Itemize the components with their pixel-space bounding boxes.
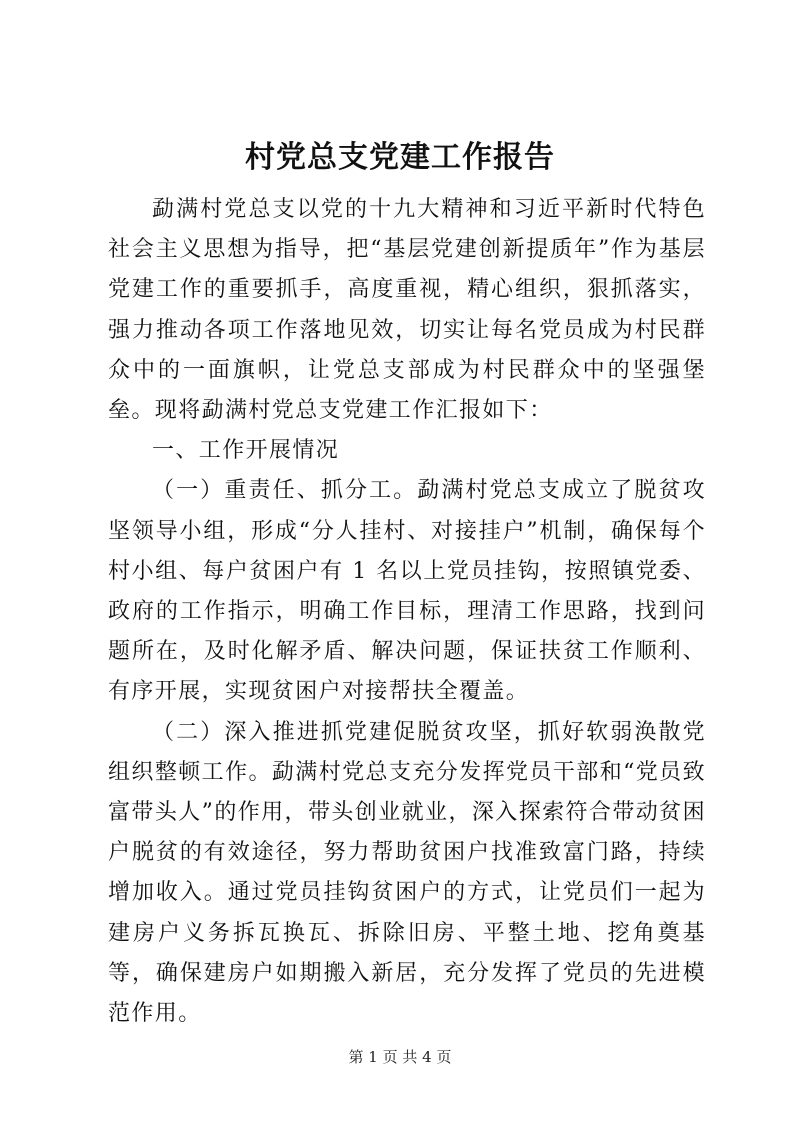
intro-paragraph: 勐满村党总支以党的十九大精神和习近平新时代特色社会主义思想为指导，把“基层党建创新提质年”作为基层党建工作的重要抓手，高度重视，精心组织，狠抓落实，强力推动各项工作落地见效，切实让每名党员成为村民群众中的一面旗帜，让党总支部成为村民群众中的坚强堡垒。现将勐满村党总支党建工作汇报如下：: [108, 197, 706, 424]
section-heading: 一、工作开展情况: [152, 438, 340, 464]
section-1-paragraph: （一）重责任、抓分工。勐满村党总支成立了脱贫攻坚领导小组，形成“分人挂村、对接挂户”机制，确保每个村小组、每户贫困户有 1 名以上党员挂钩，按照镇党委、政府的工作指示，明确工作目标，理清工作思路，找到问题所在，及时化解矛盾、解决问题，保证扶贫工作顺利、有序开展，实现贫困户对接帮扶全覆盖。: [108, 478, 706, 705]
page-number-footer: 第 1 页 共 4 页: [348, 1048, 452, 1066]
document-title: 村党总支党建工作报告: [245, 140, 555, 175]
document-body: [108, 190, 706, 1034]
section-2-paragraph: （二）深入推进抓党建促脱贫攻坚，抓好软弱涣散党组织整顿工作。勐满村党总支充分发挥党员干部和“党员致富带头人”的作用，带头创业就业，深入探索符合带动贫困户脱贫的有效途径，努力帮助贫困户找准致富门路，持续增加收入。通过党员挂钩贫困户的方式，让党员们一起为建房户义务拆瓦换瓦、拆除旧房、平整土地、挖角奠基等，确保建房户如期搬入新居，充分发挥了党员的先进模范作用。: [108, 719, 706, 1027]
